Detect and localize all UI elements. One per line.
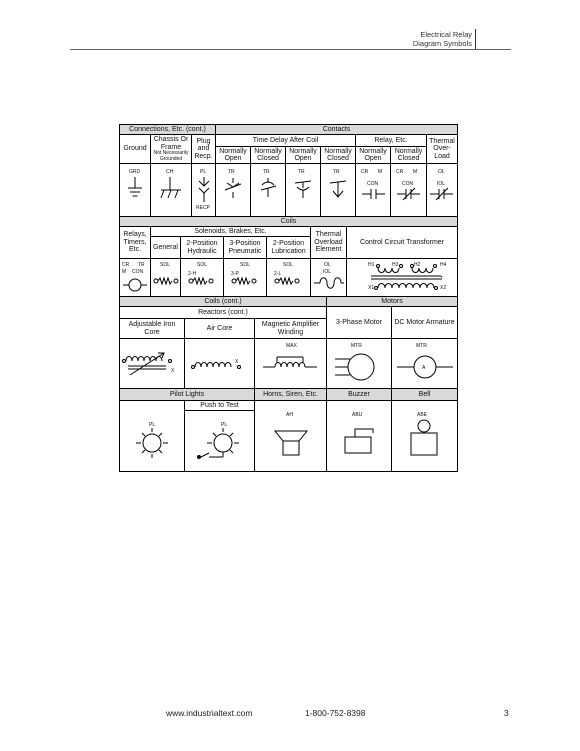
contacts-header: Contacts xyxy=(216,125,457,135)
two-pos-lubrication-header: 2-Position Lubrication xyxy=(267,237,311,259)
connections-header: Connections, Etc. (cont.) xyxy=(120,125,216,135)
x-label-air: X xyxy=(235,359,239,365)
push-to-test-header: Push to Test xyxy=(185,401,255,411)
buzzer-symbol xyxy=(327,401,392,471)
abe-label: ABE xyxy=(417,412,428,418)
footer-website[interactable]: www.industrialtext.com xyxy=(166,708,253,718)
con-label-1: CON xyxy=(367,181,379,187)
td-nc2-symbol xyxy=(321,164,356,217)
coils-header: Coils xyxy=(120,217,457,227)
mag-amp-symbol xyxy=(255,339,327,389)
adjustable-iron-core-symbol xyxy=(120,339,185,389)
tr-label-1: TR xyxy=(228,169,235,175)
three-phase-header: 3-Phase Motor xyxy=(327,307,392,339)
air-core-header: Air Core xyxy=(185,319,255,339)
recp-label: RECP xyxy=(196,205,210,211)
buzzer-header: Buzzer xyxy=(327,389,392,401)
horns-header: Horns, Siren, Etc. xyxy=(255,389,327,401)
td-nc-symbol xyxy=(251,164,286,217)
plug-symbol xyxy=(192,164,216,217)
dc-motor-symbol xyxy=(392,339,457,389)
x2-label: X2 xyxy=(440,285,447,291)
solenoids-header: Solenoids, Brakes, Etc. xyxy=(151,227,311,237)
pl-label-2: PL xyxy=(221,422,228,428)
three-pos-pneumatic-header: 3-Position Pneumatic xyxy=(224,237,267,259)
three-phase-motor-symbol xyxy=(327,339,392,389)
symbols-table xyxy=(119,124,458,472)
abu-label: ABU xyxy=(352,412,363,418)
sol-label-1: SOL xyxy=(160,262,171,268)
push-to-test-symbol xyxy=(185,401,255,471)
x1-label: X1 xyxy=(368,285,375,291)
bell-symbol xyxy=(392,401,457,471)
h1-label: H1 xyxy=(368,262,375,268)
dc-motor-header: DC Motor Armature xyxy=(392,307,457,339)
ground-header: Ground xyxy=(120,135,151,164)
a-label: A xyxy=(422,365,426,371)
header-divider xyxy=(475,29,476,49)
horn-symbol xyxy=(255,401,327,471)
chassis-label: Chassis Or Frame xyxy=(153,136,189,151)
header-rule xyxy=(70,49,511,50)
sol-label-2: SOL xyxy=(197,262,208,268)
td-normally-open-2: Normally Open xyxy=(286,147,321,164)
general-sol-symbol xyxy=(151,259,181,297)
hydraulic-sol-symbol xyxy=(181,259,224,297)
footer-phone: 1-800-752-8398 xyxy=(305,708,366,718)
m-label-2: M xyxy=(413,169,418,175)
tr-label-4: TR xyxy=(333,169,340,175)
iol-label-2: IOL xyxy=(323,269,332,275)
pl-label-1: PL xyxy=(149,422,156,428)
td-normally-closed-2: Normally Closed xyxy=(321,147,356,164)
pl-label: PL xyxy=(200,169,207,175)
ah-label: AH xyxy=(286,412,293,418)
adjustable-header: Adjustable Iron Core xyxy=(120,319,185,339)
chassis-header xyxy=(151,135,192,164)
grd-label: GRD xyxy=(129,169,141,175)
cr-label-2: CR xyxy=(396,169,404,175)
motors-header: Motors xyxy=(327,297,457,307)
iol-label: IOL xyxy=(437,181,446,187)
relay-nc-symbol xyxy=(391,164,427,217)
mtr-label-2: MTR xyxy=(416,343,427,349)
header-title-line1: Electrical Relay xyxy=(420,30,472,39)
chassis-note: Not Necessarily Grounded xyxy=(153,150,189,162)
relay-header: Relay, Etc. xyxy=(356,135,427,147)
header-title-line2: Diagram Symbols xyxy=(412,39,472,48)
ol-label-2: OL xyxy=(324,262,331,268)
relay-normally-open: Normally Open xyxy=(356,147,391,164)
max-label: MAX xyxy=(286,343,297,349)
td-normally-closed: Normally Closed xyxy=(251,147,286,164)
ol-label: OL xyxy=(438,169,445,175)
pilot-lights-header: Pilot Lights xyxy=(120,389,255,401)
page-number: 3 xyxy=(504,708,509,718)
bell-header: Bell xyxy=(392,389,457,401)
thermal-element-symbol xyxy=(311,259,347,297)
control-transformer-header: Control Circuit Transformer xyxy=(347,227,457,259)
h4-label: H4 xyxy=(440,262,447,268)
thermal-contact-symbol xyxy=(427,164,457,217)
h3-label: H3 xyxy=(392,262,399,268)
coils-cont-header: Coils (cont.) xyxy=(120,297,327,307)
reactors-header: Reactors (cont.) xyxy=(120,307,327,319)
two-pos-hydraulic-header: 2-Position Hydraulic xyxy=(181,237,224,259)
t-label: T xyxy=(440,276,444,282)
sol-label-3: SOL xyxy=(240,262,251,268)
tr-label-2: TR xyxy=(263,169,270,175)
mtr-label-1: MTR xyxy=(351,343,362,349)
con-label-3: CON xyxy=(132,269,144,275)
thermal-overload-header: Thermal Over- Load xyxy=(427,135,457,164)
tr-label-5: TR xyxy=(138,262,145,268)
3p-label: 3-P xyxy=(231,271,239,277)
general-header: General xyxy=(151,237,181,259)
relay-no-symbol xyxy=(356,164,391,217)
x-label-adjustable: X xyxy=(171,368,175,374)
thermal-overload-element-header: Thermal Overload Element xyxy=(311,227,347,259)
lubrication-sol-symbol xyxy=(267,259,311,297)
td-no-symbol xyxy=(216,164,251,217)
m-label-1: M xyxy=(378,169,383,175)
pneumatic-sol-symbol xyxy=(224,259,267,297)
relay-coil-symbol xyxy=(120,259,151,297)
cr-label-1: CR xyxy=(361,169,369,175)
2h-label: 2-H xyxy=(188,271,197,277)
mag-amp-header: Magnetic Amplifier Winding xyxy=(255,319,327,339)
tr-label-3: TR xyxy=(298,169,305,175)
2l-label: 2-L xyxy=(274,271,282,277)
td-normally-open: Normally Open xyxy=(216,147,251,164)
ch-label: CH xyxy=(166,169,174,175)
con-label-2: CON xyxy=(402,181,414,187)
ground-symbol xyxy=(120,164,151,217)
page-header xyxy=(413,30,472,48)
transformer-symbol xyxy=(347,259,457,297)
air-core-symbol xyxy=(185,339,255,389)
h2-label: H2 xyxy=(414,262,421,268)
plug-header: Plug and Recp. xyxy=(192,135,216,164)
td-no2-symbol xyxy=(286,164,321,217)
cr-label-3: CR xyxy=(122,262,130,268)
relays-timers-header: Relays, Timers, Etc. xyxy=(120,227,151,259)
sol-label-4: SOL xyxy=(283,262,294,268)
time-delay-header: Time Delay After Coil xyxy=(216,135,356,147)
chassis-symbol xyxy=(151,164,192,217)
m-label-3: M xyxy=(122,269,127,275)
pilot-light-symbol xyxy=(120,401,185,471)
relay-normally-closed: Normally Closed xyxy=(391,147,427,164)
